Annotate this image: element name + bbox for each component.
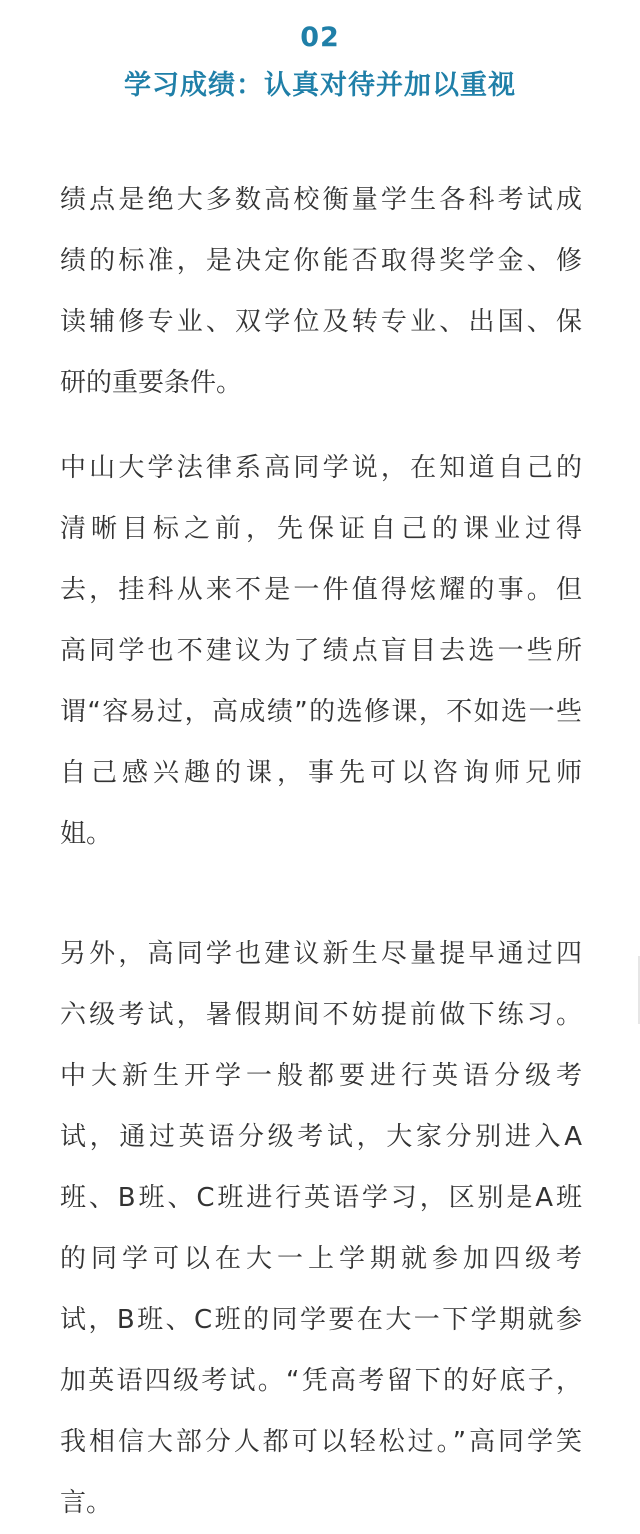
paragraph-line: 读辅修专业、双学位及转专业、出国、保: [60, 307, 582, 337]
section-title: 学习成绩：认真对待并加以重视: [124, 70, 516, 101]
paragraph-line: 中大新生开学一般都要进行英语分级考: [60, 1061, 582, 1091]
paragraph-line: 言。: [60, 1488, 113, 1518]
paragraph-line: 高同学也不建议为了绩点盲目去选一些所: [60, 636, 582, 666]
paragraph-line: 姐。: [60, 819, 113, 849]
paragraph-line: 自己感兴趣的课，事先可以咨询师兄师: [60, 758, 582, 788]
paragraph-line: 加英语四级考试。“凭高考留下的好底子，: [60, 1366, 582, 1396]
paragraph-line: 研的重要条件。: [60, 368, 243, 398]
paragraph-line: 的同学可以在大一上学期就参加四级考: [60, 1244, 582, 1274]
paragraph-line: 绩点是绝大多数高校衡量学生各科考试成: [60, 185, 582, 215]
paragraph-english-exam: [60, 924, 582, 1534]
paragraph-gpa: [60, 170, 582, 414]
paragraph-line: 另外，高同学也建议新生尽量提早通过四: [60, 939, 582, 969]
paragraph-line: 试，通过英语分级考试，大家分别进入A: [60, 1122, 582, 1152]
paragraph-line: 六级考试，暑假期间不妨提前做下练习。: [60, 1000, 582, 1030]
paragraph-advice: [60, 438, 582, 865]
paragraph-line: 绩的标准，是决定你能否取得奖学金、修: [60, 246, 582, 276]
paragraph-line: 我相信大部分人都可以轻松过。”高同学笑: [60, 1427, 582, 1457]
paragraph-line: 中山大学法律系高同学说，在知道自己的: [60, 453, 582, 483]
paragraph-line: 去，挂科从来不是一件值得炫耀的事。但: [60, 575, 582, 605]
paragraph-line: 清晰目标之前，先保证自己的课业过得: [60, 514, 582, 544]
paragraph-line: 谓“容易过，高成绩”的选修课，不如选一些: [60, 697, 582, 727]
paragraph-line: 试，B班、C班的同学要在大一下学期就参: [60, 1305, 582, 1335]
paragraph-line: 班、B班、C班进行英语学习，区别是A班: [60, 1183, 582, 1213]
section-number: 02: [300, 22, 340, 53]
